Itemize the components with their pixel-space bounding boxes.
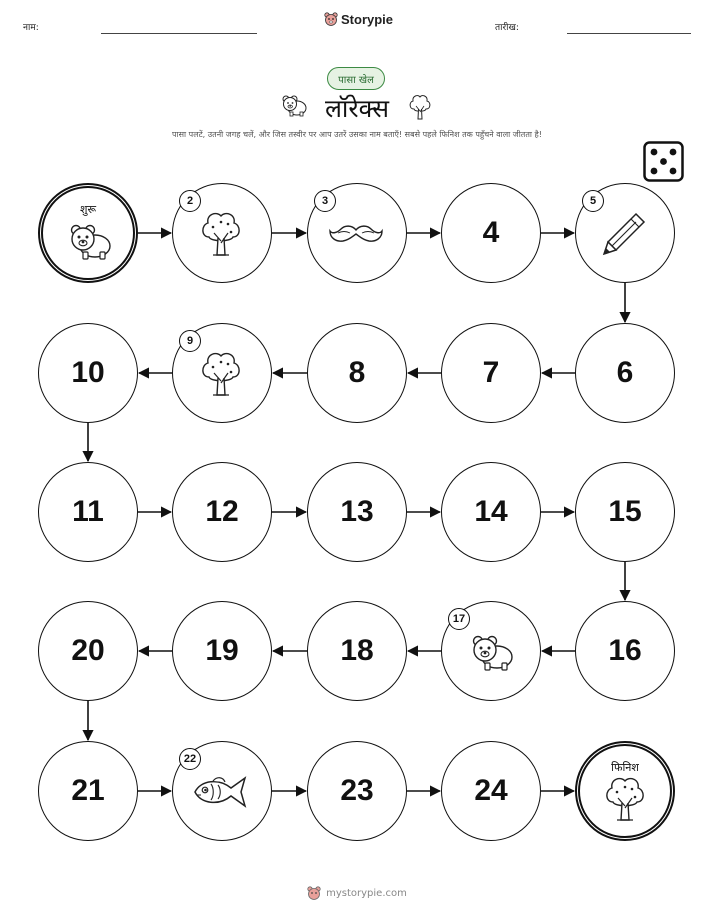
cell-number: 23 — [340, 774, 374, 807]
board-cell[interactable] — [575, 183, 675, 283]
board-cell[interactable] — [441, 741, 541, 841]
cell-number-badge: 2 — [179, 190, 201, 212]
board-cell[interactable] — [38, 741, 138, 841]
cell-number: 24 — [474, 774, 508, 807]
board-cell[interactable] — [441, 323, 541, 423]
board-cell[interactable] — [307, 601, 407, 701]
footer-url[interactable]: mystorypie.com — [326, 888, 407, 899]
cell-number: 16 — [608, 634, 642, 667]
cell-number: 14 — [474, 495, 508, 528]
cell-number-badge: 5 — [582, 190, 604, 212]
cell-number: 11 — [72, 495, 104, 528]
cell-number: 20 — [71, 634, 105, 667]
bear-icon — [64, 221, 112, 265]
start-cell[interactable] — [38, 183, 138, 283]
name-label: नाम: — [23, 23, 39, 33]
board-cell[interactable] — [172, 601, 272, 701]
tree-icon — [199, 349, 243, 403]
cell-number: 21 — [71, 774, 105, 807]
date-label: तारीख: — [495, 23, 519, 33]
board-cell[interactable] — [575, 462, 675, 562]
cell-number: 6 — [616, 356, 634, 389]
cell-number: 12 — [205, 495, 239, 528]
board-cell[interactable] — [441, 601, 541, 701]
board-cell[interactable] — [172, 323, 272, 423]
board-cell[interactable] — [38, 323, 138, 423]
cell-number: 19 — [205, 634, 239, 667]
cell-number-badge: 9 — [179, 330, 201, 352]
cell-number: 8 — [348, 356, 366, 389]
cell-number: 4 — [482, 216, 500, 249]
board-cell[interactable] — [172, 741, 272, 841]
board-cell[interactable] — [441, 183, 541, 283]
game-type-badge: पासा खेल — [327, 67, 385, 90]
cell-label: शुरू — [79, 203, 97, 216]
cell-label: फिनिश — [611, 761, 639, 774]
board-cell[interactable] — [172, 183, 272, 283]
cell-number: 15 — [608, 495, 642, 528]
board-cell[interactable] — [172, 462, 272, 562]
board-cell[interactable] — [38, 462, 138, 562]
cell-number: 7 — [482, 356, 500, 389]
cell-number: 18 — [340, 634, 374, 667]
board-cell[interactable] — [307, 462, 407, 562]
storypie-logo-icon — [307, 886, 321, 901]
pencil-icon — [600, 210, 648, 262]
instructions: पासा पलटें, उतनी जगह चलें, और जिस तस्वीर पर आप उतरें उसका नाम बताएँ! सबसे पहले फिनिश तक पहुँचने वाला जीतता है! — [172, 130, 542, 139]
board-cell[interactable] — [575, 601, 675, 701]
bear-icon — [466, 632, 514, 676]
fish-icon — [191, 772, 251, 816]
brand-name: Storypie — [341, 12, 394, 27]
finish-cell[interactable] — [575, 741, 675, 841]
mustache-icon — [328, 222, 384, 250]
cell-number: 13 — [340, 495, 374, 528]
board-cell[interactable] — [575, 323, 675, 423]
board-cell[interactable] — [307, 183, 407, 283]
board-cell[interactable] — [441, 462, 541, 562]
cell-number-badge: 3 — [314, 190, 336, 212]
cell-number: 10 — [71, 356, 105, 389]
footer — [0, 886, 714, 901]
cell-number-badge: 17 — [448, 608, 470, 630]
board-cell[interactable] — [38, 601, 138, 701]
tree-icon — [603, 774, 647, 828]
tree-icon — [199, 209, 243, 263]
page-title: लॉरेक्स — [324, 94, 390, 123]
board-cell[interactable] — [307, 323, 407, 423]
cell-number-badge: 22 — [179, 748, 201, 770]
board-cell[interactable] — [307, 741, 407, 841]
